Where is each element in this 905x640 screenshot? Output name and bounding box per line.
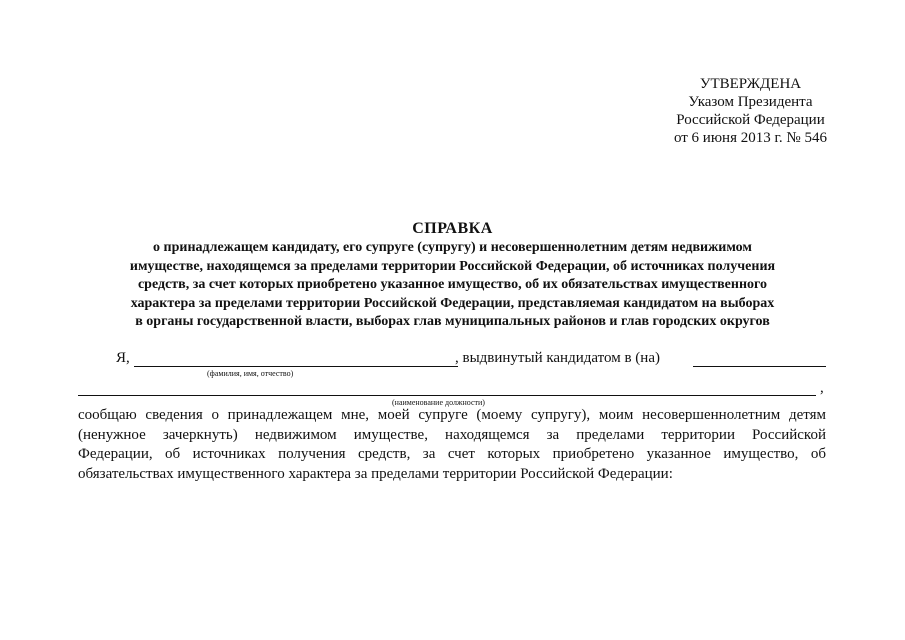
- election-field[interactable]: [693, 366, 826, 367]
- approval-line: УТВЕРЖДЕНА: [699, 76, 802, 92]
- i-label: Я,: [116, 350, 130, 366]
- body-line: (ненужное зачеркнуть) недвижимом имуществе, находящемся за пределами территории Российской: [78, 426, 826, 443]
- subtitle-line: характера за пределами территории Российской Федерации, представляемая кандидатом на выборах: [130, 295, 775, 311]
- body-line: обязательствах имущественного характера за пределами территории Российской Федерации:: [78, 465, 673, 482]
- position-field[interactable]: [78, 395, 816, 396]
- subtitle-line: в органы государственной власти, выборах глав муниципальных районов и глав городских округов: [135, 314, 770, 329]
- body-line: сообщаю сведения о принадлежащем мне, моей супруге (моему супругу), моим несовершеннолетним детям: [78, 407, 826, 423]
- position-caption: (наименование должности): [392, 398, 485, 407]
- subtitle-line: о принадлежащем кандидату, его супруге (супругу) и несовершеннолетним детям недвижимом: [153, 240, 752, 255]
- approval-line: от 6 июня 2013 г. № 546: [673, 130, 827, 146]
- approval-line: Указом Президента: [688, 94, 813, 110]
- body-line: Федерации, об источниках получения средств, за счет которых приобретено указанное имущество, об: [78, 446, 826, 462]
- document-subtitle: [40, 239, 865, 332]
- comma: ,: [820, 380, 824, 396]
- subtitle-line: средств, за счет которых приобретено указанное имущество, об их обязательствах имущественного: [137, 277, 768, 292]
- approval-line: Российской Федерации: [676, 112, 825, 128]
- body-paragraph: [78, 406, 826, 484]
- document-title: СПРАВКА: [412, 220, 493, 237]
- subtitle-line: имуществе, находящемся за пределами территории Российской Федерации, об источниках получения: [129, 258, 776, 274]
- full-name-field[interactable]: [134, 366, 458, 367]
- approval-stamp: [674, 75, 827, 147]
- document-title-block: [40, 219, 865, 332]
- nominated-label: , выдвинутый кандидатом в (на): [455, 350, 660, 366]
- full-name-caption: (фамилия, имя, отчество): [207, 369, 294, 378]
